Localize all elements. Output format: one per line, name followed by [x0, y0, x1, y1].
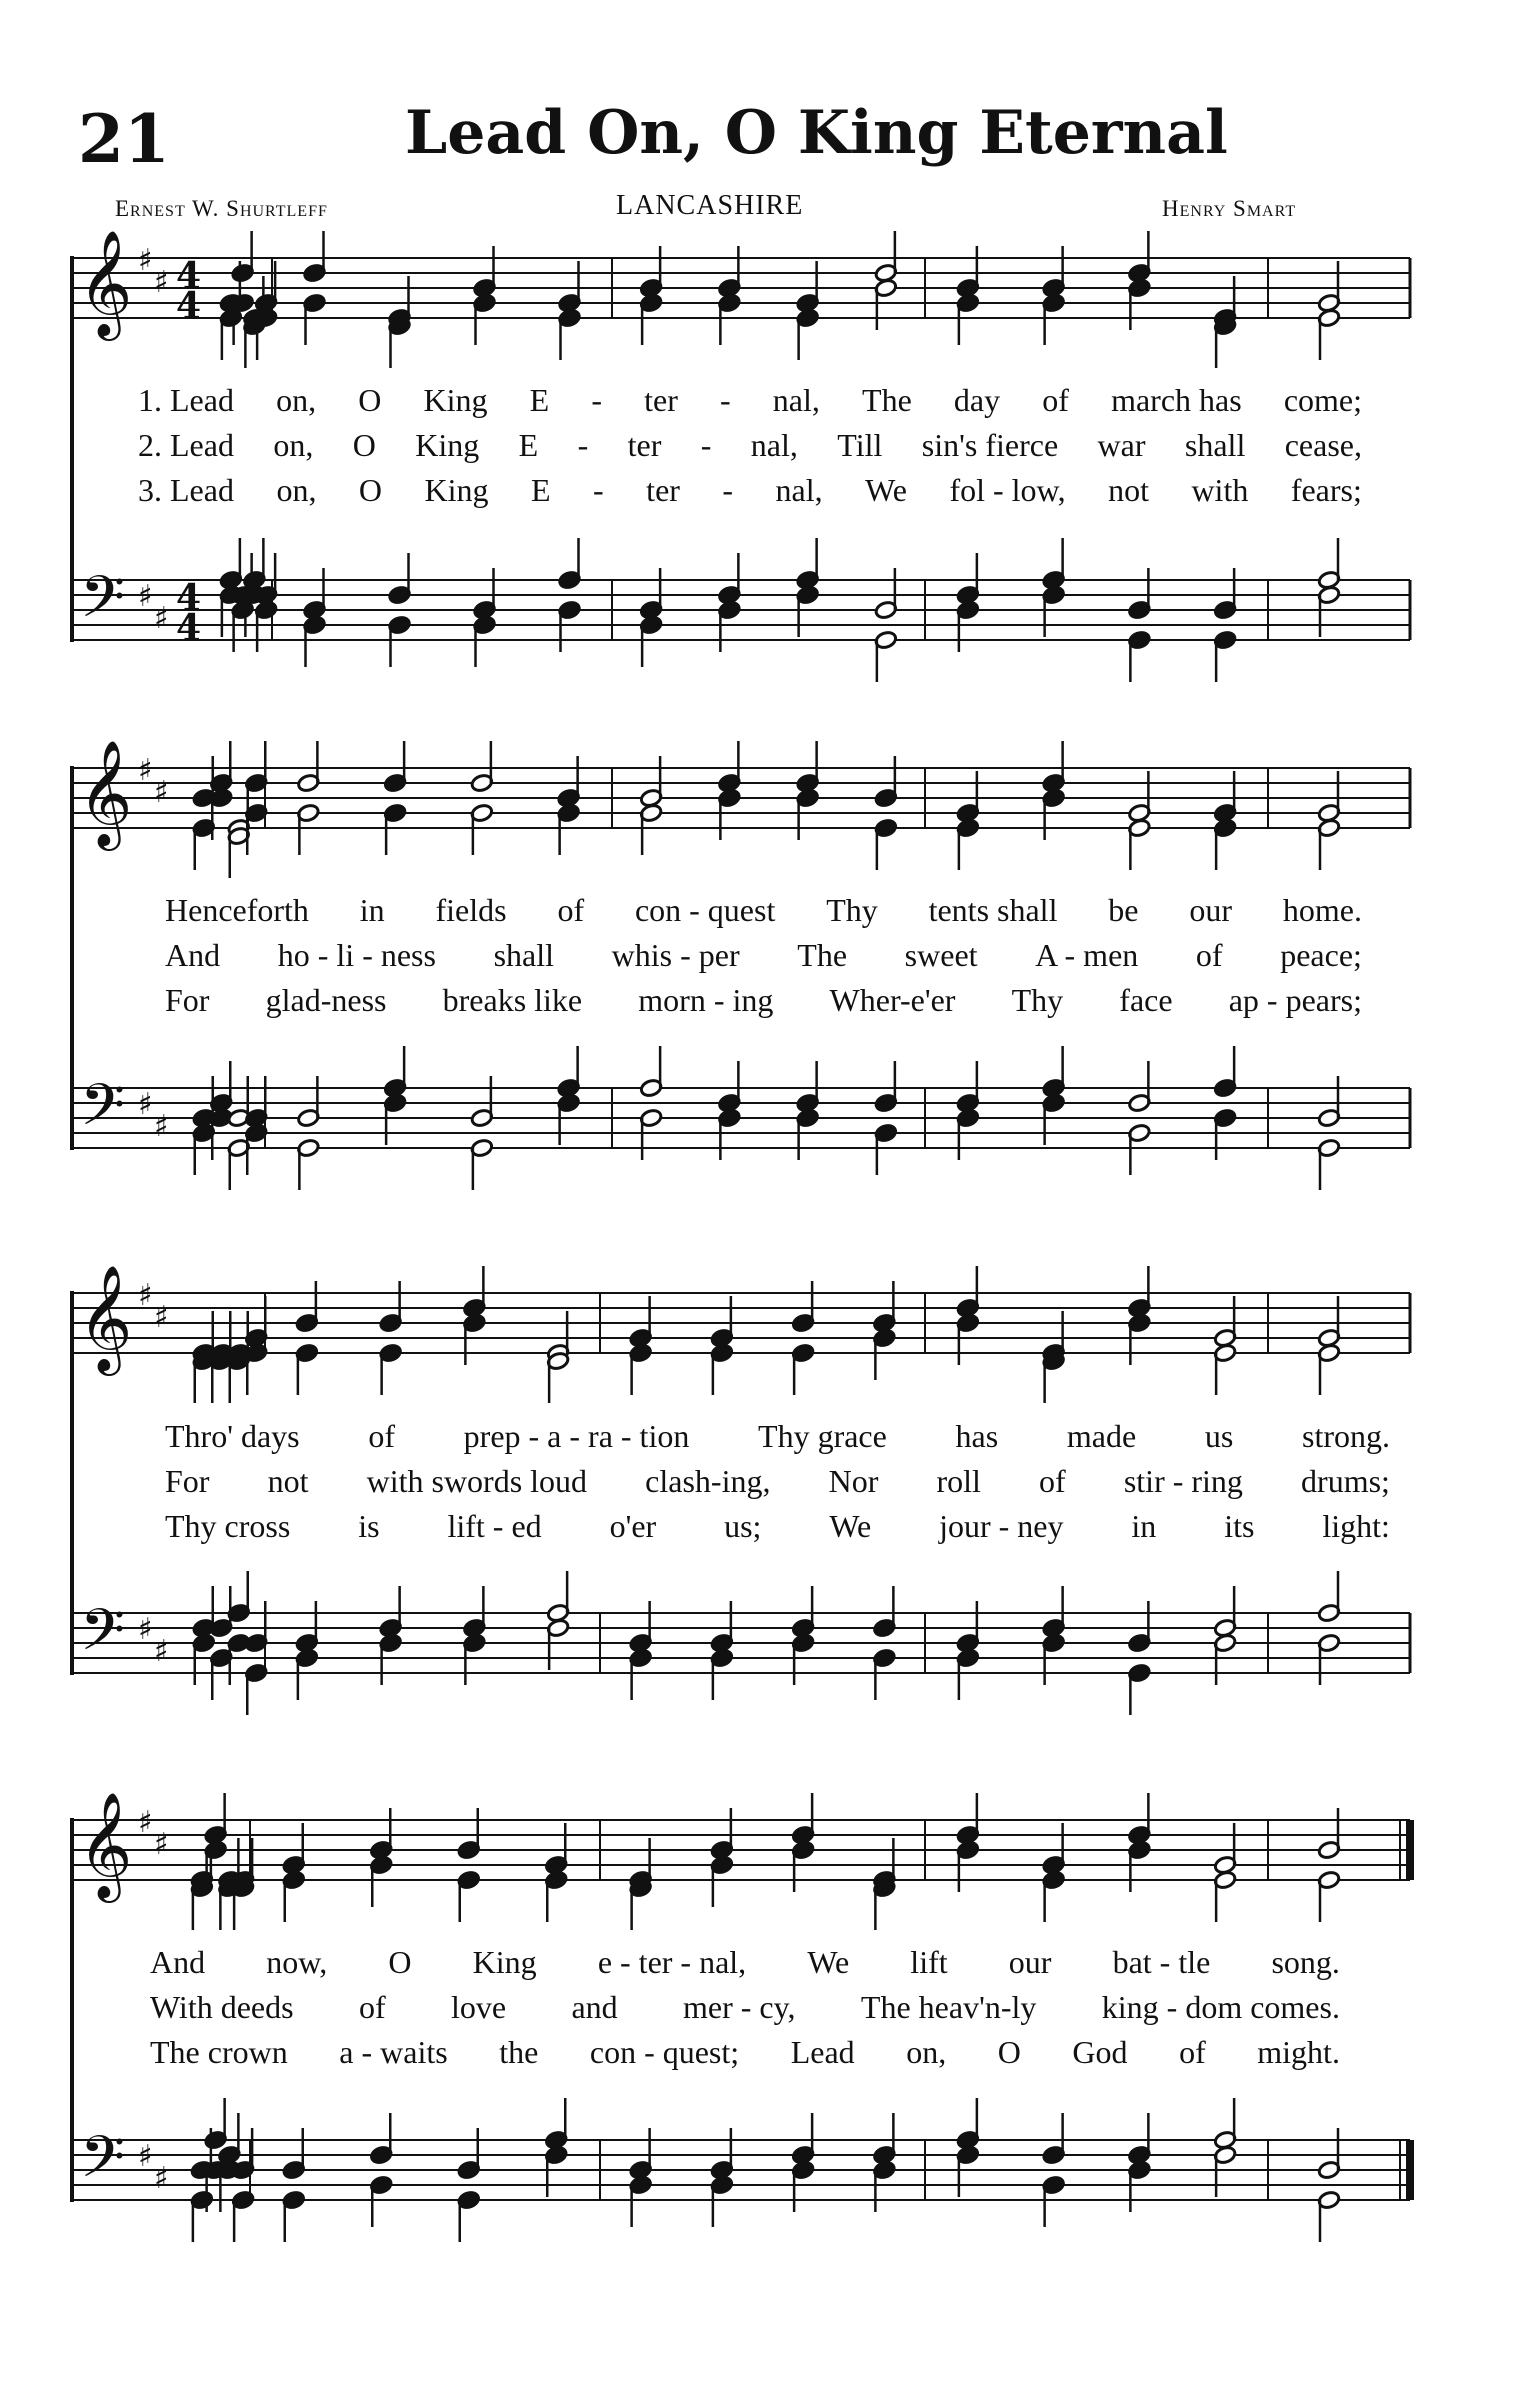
lyric-syllable: glad-ness [265, 982, 387, 1018]
lyric-syllable: of [1039, 1463, 1066, 1499]
lyric-syllable: lift - ed [447, 1508, 542, 1544]
time-signature-top: 4 [176, 255, 202, 297]
lyric-syllable: has [955, 1418, 999, 1454]
lyric-syllable: us; [724, 1508, 762, 1544]
lyric-syllable: Thy [826, 892, 878, 928]
lyric-syllable: Thy [1011, 982, 1064, 1018]
lyric-syllable: strong. [1301, 1418, 1390, 1454]
lyric-syllable: nal, [775, 472, 823, 508]
tune-name: LANCASHIRE [616, 190, 804, 221]
lyric-syllable: ap - pears; [1228, 982, 1362, 1018]
lyric-line [165, 982, 1362, 1019]
sharp-icon: ♯ [138, 2139, 153, 2174]
sharp-icon: ♯ [154, 265, 169, 300]
lyric-syllable: come; [1283, 382, 1362, 418]
lyric-syllable: shall [493, 937, 555, 973]
lyric-syllable: of [1042, 382, 1069, 418]
lyric-syllable: of [1195, 937, 1223, 973]
lyric-syllable: We [807, 1944, 850, 1980]
lyric-syllable: of [1179, 2034, 1206, 2070]
treble-clef-icon: 𝄞 [78, 739, 133, 846]
lyric-syllable: mer - cy, [683, 1989, 796, 2025]
lyric-syllable: light: [1322, 1508, 1390, 1544]
lyric-line [138, 472, 1362, 509]
lyric-syllable: Nor [828, 1463, 879, 1499]
lyric-syllable: on, [906, 2034, 947, 2070]
lyric-line [138, 427, 1362, 464]
lyric-syllable: of [557, 892, 585, 928]
lyric-syllable: with [1191, 472, 1249, 508]
lyric-syllable: song. [1271, 1944, 1340, 1980]
lyric-syllable: We [829, 1508, 872, 1544]
bass-clef-icon: 𝄢 [80, 563, 126, 645]
lyric-syllable: And [150, 1944, 206, 1980]
composer-credit: Henry Smart [1162, 196, 1297, 221]
lyric-syllable: A - men [1035, 937, 1139, 973]
lyric-syllable: stir - ring [1123, 1463, 1243, 1499]
lyric-syllable: march has [1111, 382, 1242, 418]
lyric-syllable: a - waits [339, 2034, 448, 2070]
lyric-syllable: not [1108, 472, 1149, 508]
lyric-line [138, 382, 1362, 419]
lyric-syllable: The [862, 382, 912, 418]
lyric-syllable: love [450, 1989, 507, 2025]
lyric-syllable: - [593, 472, 604, 508]
lyric-syllable: and [571, 1989, 618, 2025]
lyric-syllable: sweet [904, 937, 978, 973]
lyric-syllable: Wher-e'er [829, 982, 956, 1018]
sharp-icon: ♯ [138, 243, 153, 278]
lyric-syllable: E [531, 472, 551, 508]
lyric-syllable: The crown [150, 2034, 288, 2070]
lyric-syllable: be [1108, 892, 1139, 928]
lyric-syllable: morn - ing [638, 982, 774, 1018]
lyric-syllable: con - quest [634, 892, 776, 928]
lyric-syllable: King [424, 472, 489, 508]
lyric-line [165, 892, 1362, 929]
lyric-syllable: With deeds [150, 1989, 294, 2025]
lyric-line [150, 2034, 1340, 2071]
lyric-syllable: our [1008, 1944, 1052, 1980]
lyric-syllable: the [499, 2034, 539, 2070]
lyric-syllable: of [358, 1989, 386, 2025]
lyric-syllable: E [529, 382, 550, 418]
lyric-syllable: tents shall [928, 892, 1058, 928]
lyric-line [150, 1989, 1340, 2026]
lyric-syllable: O [358, 382, 382, 418]
sharp-icon: ♯ [154, 2161, 169, 2196]
sharp-icon: ♯ [154, 601, 169, 636]
sharp-icon: ♯ [154, 1300, 169, 1335]
lyric-syllable: is [358, 1508, 380, 1544]
lyric-line [165, 1418, 1390, 1455]
lyric-syllable: fears; [1290, 472, 1362, 508]
lyric-syllable: - [591, 382, 602, 418]
sharp-icon: ♯ [138, 1612, 153, 1647]
lyric-syllable: Thy cross [165, 1508, 291, 1544]
lyric-syllable: not [267, 1463, 309, 1499]
lyric-syllable: - [722, 472, 734, 508]
lyric-syllable: King [472, 1944, 537, 1980]
hymn-title: Lead On, O King Eternal [405, 98, 1228, 168]
lyric-syllable: on, [276, 382, 317, 418]
lyric-syllable: in [1131, 1508, 1157, 1544]
lyric-syllable: king - dom comes. [1101, 1989, 1340, 2025]
lyric-syllable: roll [936, 1463, 981, 1499]
lyric-syllable: And [165, 937, 221, 973]
lyric-syllable: 1. Lead [138, 382, 234, 418]
lyric-syllable: ho - li - ness [277, 937, 436, 973]
lyric-syllable: King [423, 382, 488, 418]
sharp-icon: ♯ [138, 1805, 153, 1840]
lyric-syllable: nal, [772, 382, 820, 418]
lyric-syllable: home. [1282, 892, 1362, 928]
lyric-syllable: O [358, 472, 383, 508]
lyric-syllable: peace; [1280, 937, 1362, 973]
bass-clef-icon: 𝄢 [80, 1071, 126, 1153]
lyric-syllable: - [700, 427, 712, 463]
lyric-syllable: Thro' days [165, 1418, 300, 1454]
lyric-line [150, 1944, 1340, 1981]
sharp-icon: ♯ [154, 1634, 169, 1669]
lyric-syllable: ter [646, 472, 680, 508]
lyric-line [165, 937, 1362, 974]
lyric-syllable: O [997, 2034, 1021, 2070]
lyric-syllable: our [1189, 892, 1232, 928]
lyric-syllable: cease, [1284, 427, 1362, 463]
lyric-syllable: might. [1257, 2034, 1340, 2070]
lyric-syllable: whis - per [611, 937, 740, 973]
lyric-syllable: breaks like [442, 982, 583, 1018]
lyric-syllable: Thy grace [758, 1418, 887, 1454]
lyric-syllable: with swords loud [366, 1463, 588, 1499]
lyric-syllable: O [352, 427, 376, 463]
hymn-number: 21 [78, 100, 170, 178]
lyric-syllable: o'er [609, 1508, 657, 1544]
sharp-icon: ♯ [138, 1278, 153, 1313]
lyric-syllable: us [1204, 1418, 1234, 1454]
bass-clef-icon: 𝄢 [80, 1596, 126, 1678]
lyric-syllable: sin's fierce [921, 427, 1059, 463]
lyric-syllable: O [388, 1944, 412, 1980]
lyric-syllable: ter [644, 382, 678, 418]
lyric-syllable: For [165, 1463, 210, 1499]
lyric-syllable: clash-ing, [645, 1463, 771, 1499]
lyric-syllable: face [1119, 982, 1173, 1018]
lyric-syllable: on, [276, 472, 317, 508]
lyric-syllable: lift [910, 1944, 948, 1980]
lyric-syllable: of [368, 1418, 395, 1454]
lyric-syllable: made [1066, 1418, 1137, 1454]
time-signature-bottom: 4 [176, 285, 202, 327]
lyric-syllable: - [577, 427, 589, 463]
sharp-icon: ♯ [154, 1827, 169, 1862]
lyric-syllable: on, [273, 427, 314, 463]
sharp-icon: ♯ [138, 579, 153, 614]
treble-clef-icon: 𝄞 [78, 1264, 133, 1371]
sharp-icon: ♯ [154, 775, 169, 810]
sharp-icon: ♯ [154, 1109, 169, 1144]
time-signature-bottom: 4 [176, 607, 202, 649]
lyric-syllable: - [720, 382, 731, 418]
lyric-syllable: fields [435, 892, 507, 928]
treble-clef-icon: 𝄞 [78, 1791, 133, 1898]
bass-clef-icon: 𝄢 [80, 2123, 126, 2205]
lyric-syllable: King [415, 427, 480, 463]
lyric-syllable: Till [837, 427, 883, 463]
sharp-icon: ♯ [138, 753, 153, 788]
lyric-syllable: ter [627, 427, 662, 463]
lyric-syllable: its [1224, 1508, 1255, 1544]
lyric-syllable: prep - a - ra - tion [463, 1418, 690, 1454]
lyric-line [165, 1508, 1390, 1545]
lyric-syllable: 3. Lead [138, 472, 234, 508]
lyric-syllable: 2. Lead [138, 427, 234, 463]
lyric-syllable: e - ter - nal, [597, 1944, 747, 1980]
lyric-syllable: war [1097, 427, 1146, 463]
lyric-line [165, 1463, 1390, 1500]
lyric-syllable: fol - low, [949, 472, 1066, 508]
lyric-syllable: The heav'n-ly [860, 1989, 1037, 2025]
lyric-syllable: nal, [750, 427, 798, 463]
lyric-syllable: Lead [790, 2034, 855, 2070]
lyric-syllable: For [165, 982, 210, 1018]
lyric-syllable: God [1072, 2034, 1128, 2070]
lyric-syllable: E [518, 427, 539, 463]
lyric-syllable: in [359, 892, 385, 928]
lyric-syllable: Henceforth [165, 892, 309, 928]
lyric-syllable: bat - tle [1112, 1944, 1211, 1980]
lyric-syllable: shall [1184, 427, 1246, 463]
lyric-syllable: We [865, 472, 907, 508]
lyric-syllable: jour - ney [939, 1508, 1064, 1544]
time-signature-top: 4 [176, 577, 202, 619]
lyricist-credit: Ernest W. Shurtleff [115, 196, 328, 221]
lyric-syllable: The [797, 937, 848, 973]
treble-clef-icon: 𝄞 [78, 229, 133, 336]
lyric-syllable: drums; [1301, 1463, 1390, 1499]
lyric-syllable: now, [266, 1944, 328, 1980]
sharp-icon: ♯ [138, 1087, 153, 1122]
lyric-syllable: day [953, 382, 1001, 418]
lyric-syllable: con - quest; [589, 2034, 740, 2070]
